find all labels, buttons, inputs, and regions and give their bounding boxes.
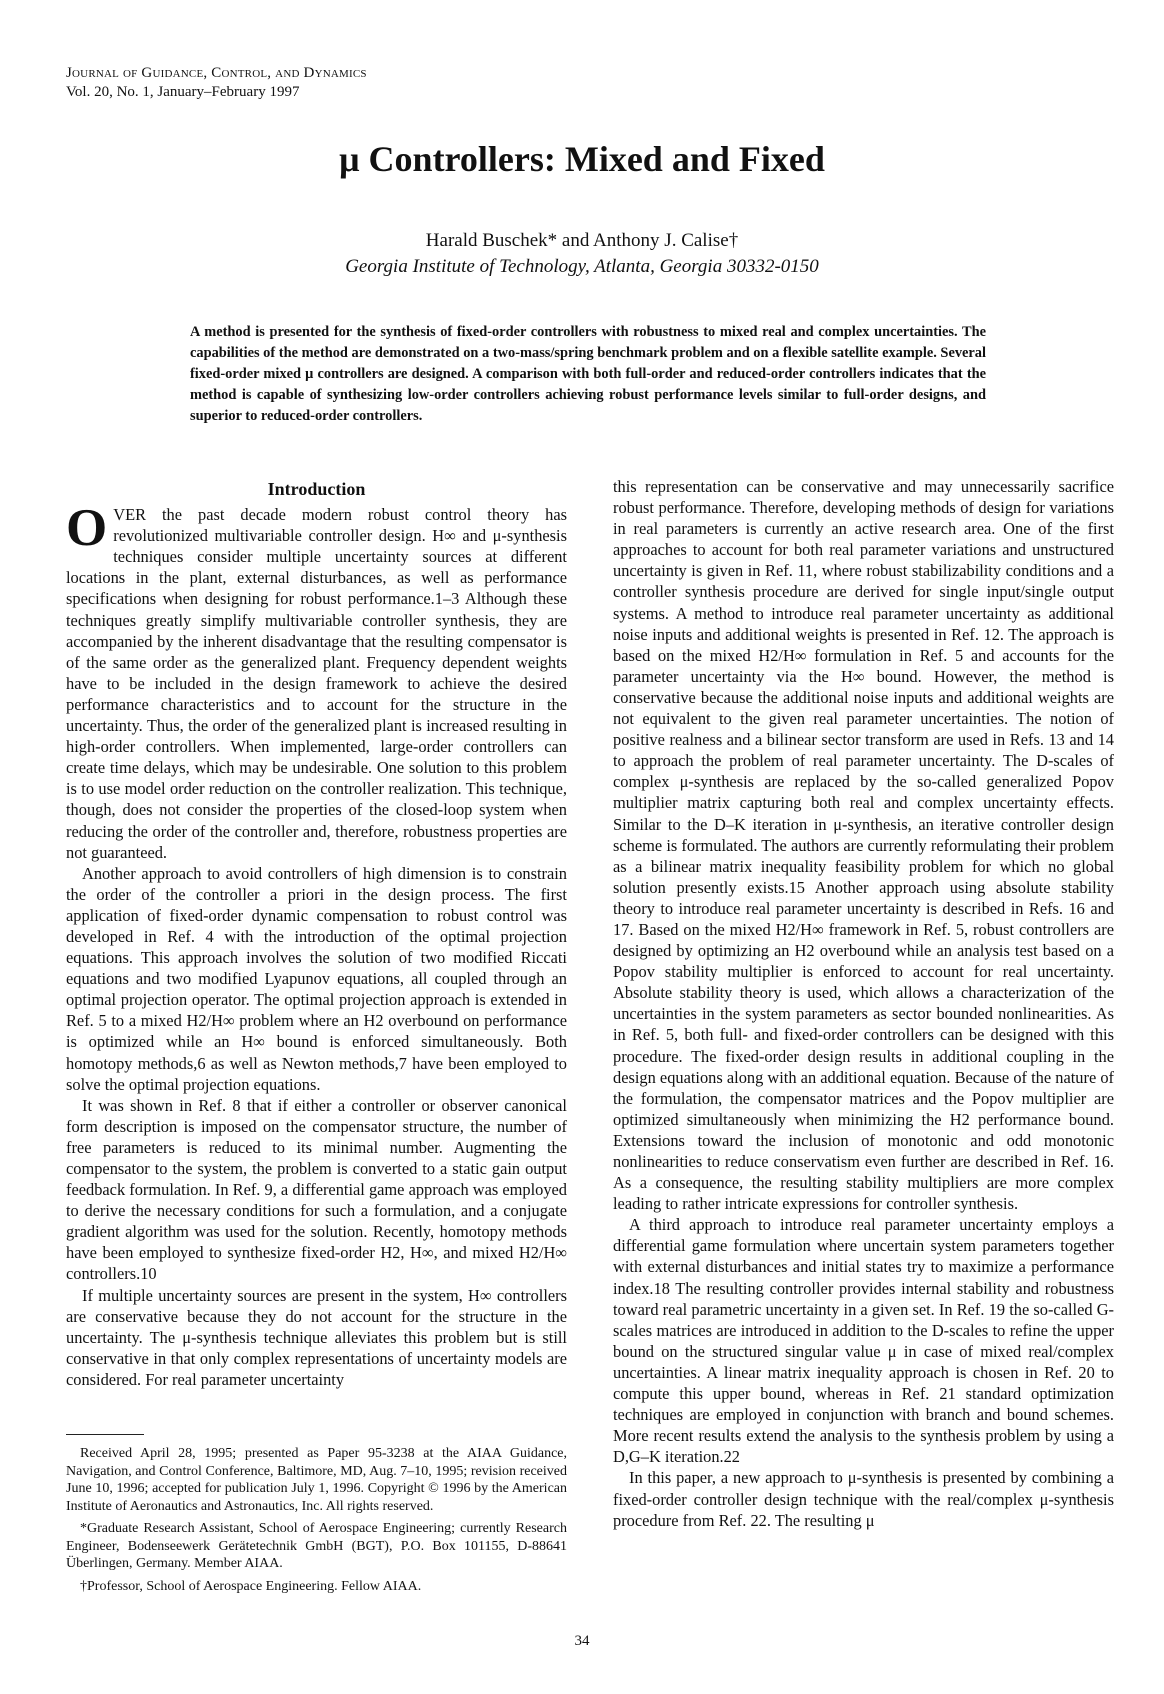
journal-header	[66, 64, 367, 102]
author-block	[0, 228, 1164, 280]
journal-name: Journal of Guidance, Control, and Dynamics	[66, 65, 367, 81]
footnote-received: Received April 28, 1995; presented as Paper 95-3238 at the AIAA Guidance, Navigation, and Control Conference, Baltimore, MD, Aug. 7–10, 1995; revision received June 10, 1996; accepted for publication July 1, 1996. Copyright © 1996 by the American Institute of Aeronautics and Astronautics, Inc. All rights reserved.	[66, 1446, 567, 1514]
footnotes	[66, 1434, 567, 1600]
paragraph-text: VER the past decade modern robust control theory has revolutionized multivariable controller design. H∞ and μ-synthesis techniques consider multiple uncertainty sources at different locations in the plant, external disturbances, as well as performance specifications when designing for robust performance.1–3 Although these techniques greatly simplify multivariable controller synthesis, they are accompanied by the inherent disadvantage that the resulting compensator is of the same order as the generalized plant. Frequency dependent weights have to be included in the design framework to achieve the desired performance characteristics and to account for the structure in the uncertainty. Thus, the order of the generalized plant is increased resulting in high-order controllers. When implemented, large-order controllers can create time delays, which may be undesirable. One solution to this problem is to use model order reduction on the controller realization. This technique, though, does not consider the properties of the closed-loop system when reducing the order of the controller and, therefore, robustness properties are not guaranteed.	[66, 505, 567, 862]
paragraph: It was shown in Ref. 8 that if either a controller or observer canonical form description is imposed on the compensator structure, the number of free parameters is reduced to its minimal number. Augmenting the compensator to the system, the problem is converted to a static gain output feedback formulation. In Ref. 9, a differential game approach was employed to derive the necessary conditions for such a formulation, and a conjugate gradient algorithm was used for the solution. Recently, homotopy methods have been employed to synthesize fixed-order H2, H∞, and mixed H2/H∞ controllers.10	[66, 1095, 567, 1284]
author-names: Harald Buschek* and Anthony J. Calise†	[425, 230, 739, 251]
paragraph: A third approach to introduce real parameter uncertainty employs a differential game formulation where uncertain system parameters together with external disturbances and initial states try to maximize a performance index.18 The resulting controller provides internal stability and robustness toward real parametric uncertainty in a given set. In Ref. 19 the so-called G-scales matrices are introduced in addition to the D-scales to refine the upper bound on the structured singular value μ in case of mixed real/complex uncertainties. A linear matrix inequality approach is chosen in Ref. 20 to compute this upper bound, whereas in Ref. 21 standard optimization techniques are employed in conjunction with branch and bound schemes. More recent results extend the analysis to the synthesis problem by using a D,G–K iteration.22	[613, 1215, 1114, 1467]
paragraph	[66, 499, 567, 863]
page-number: 34	[574, 1633, 590, 1649]
abstract: A method is presented for the synthesis of fixed-order controllers with robustness to mixed real and complex uncertainties. The capabilities of the method are demonstrated on a two-mass/spring benchmark problem and on a flexible satellite example. Several fixed-order mixed μ controllers are designed. A comparison with both full-order and reduced-order controllers indicates that the method is capable of synthesizing low-order controllers achieving robust performance levels similar to full-order designs, and superior to reduced-order controllers.	[190, 324, 986, 424]
paragraph: If multiple uncertainty sources are present in the system, H∞ controllers are conservative because they do not account for the structure in the uncertainty. The μ-synthesis technique alleviates this problem but is still conservative in that only complex representations of uncertainty models are considered. For real parameter uncertainty	[66, 1285, 567, 1389]
footnote-author2: †Professor, School of Aerospace Engineering. Fellow AIAA.	[80, 1578, 422, 1594]
paragraph: Another approach to avoid controllers of high dimension is to constrain the order of the controller a priori in the design process. The first application of fixed-order dynamic compensation to robust control was developed in Ref. 4 with the introduction of the optimal projection equations. This approach involves the solution of two modified Riccati equations and two modified Lyapunov equations, all coupled through an optimal projection operator. The optimal projection approach is extended in Ref. 5 to a mixed H2/H∞ problem where an H2 overbound on performance is optimized while an H∞ bound is enforced simultaneously. Both homotopy methods,6 as well as Newton methods,7 have been employed to solve the optimal projection equations.	[66, 863, 567, 1094]
footnote-author1: *Graduate Research Assistant, School of Aerospace Engineering; currently Research Engineer, Bodenseewerk Gerätetechnik GmbH (BGT), P.O. Box 101155, D-88641 Überlingen, Germany. Member AIAA.	[66, 1521, 567, 1571]
paragraph: In this paper, a new approach to μ-synthesis is presented by combining a fixed-order controller design technique with the real/complex μ-synthesis procedure from Ref. 22. The resulting μ	[613, 1468, 1114, 1530]
footnote-rule	[66, 1434, 144, 1435]
author-affiliation: Georgia Institute of Technology, Atlanta, Georgia 30332-0150	[345, 256, 819, 277]
volume-issue: Vol. 20, No. 1, January–February 1997	[66, 84, 300, 100]
section-heading-introduction: Introduction	[267, 479, 366, 499]
paragraph: this representation can be conservative and may unnecessarily sacrifice robust performance. Therefore, developing methods of design for variations in real parameters is currently an active research area. One of the first approaches to account for both real parameter variations and unstructured uncertainty is given in Ref. 11, where robust stabilizability conditions and a controller synthesis procedure are derived for single input/single output systems. A method to introduce real parameter uncertainty as additional noise inputs and additional weights is presented in Ref. 12. The approach is based on the mixed H2/H∞ formulation in Ref. 5 and accounts for the parameter uncertainty via the H∞ bound. However, the method is conservative because the additional noise inputs and additional weights are not equivalent to the given real parameter uncertainties. The notion of positive realness and a bilinear sector transform are used in Refs. 13 and 14 to approach the problem of real parameter uncertainty. The D-scales of complex μ-synthesis are replaced by the so-called generalized Popov multiplier matrix capturing both real and complex uncertainty effects. Similar to the D–K iteration in μ-synthesis, an iterative controller design scheme is formulated. The authors are currently reformulating their problem as a bilinear matrix inequality feasibility problem for which no global solution presently exists.15 Another approach using absolute stability theory to introduce real parameter uncertainty is described in Refs. 16 and 17. Based on the mixed H2/H∞ framework in Ref. 5, robust controllers are designed by optimizing an H2 overbound while an analysis test based on a Popov stability multiplier is enforced to account for real uncertainty. Absolute stability theory is used, which allows a characterization of the uncertainties in the system parameters as sector bounded nonlinearities. As in Ref. 5, both full- and fixed-order controllers can be designed with this procedure. The fixed-order design results in additional coupling in the design equations along with an additional equation. Because of the nature of the formulation, the compensator matrices and the Popov multiplier are optimized simultaneously when minimizing the H2 performance bound. Extensions toward the inclusion of monotonic and odd monotonic nonlinearities to reduce conservatism even further are described in Ref. 16. As a consequence, the resulting stability multipliers are more complex leading to rather intricate expressions for controller synthesis.	[613, 477, 1114, 1214]
paper-title: μ Controllers: Mixed and Fixed	[339, 139, 825, 179]
drop-cap: O	[66, 499, 108, 558]
right-column	[613, 476, 1114, 1531]
left-column	[66, 476, 567, 1390]
